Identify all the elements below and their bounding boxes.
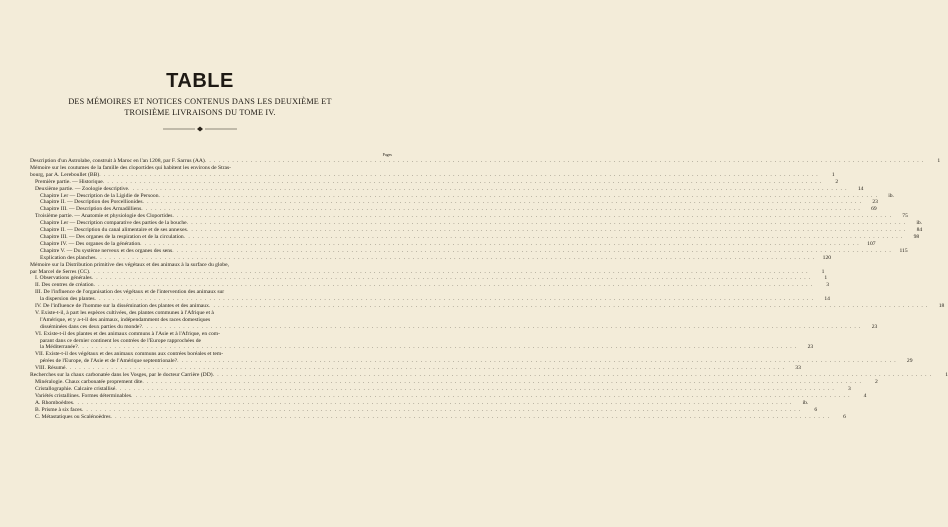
toc-leader-dots [128, 186, 847, 193]
toc-leader-dots [142, 379, 861, 386]
toc-page-number: 2 [874, 379, 878, 385]
toc-page-number: 18 [938, 303, 945, 310]
toc-entry-text: Chapitre V. — Du système nerveux et des organes des sens [40, 247, 173, 254]
toc-page-number: 3 [847, 385, 851, 392]
toc-leader-dots [184, 234, 903, 241]
toc-leader-dots [172, 248, 891, 255]
toc-page-number: 33 [795, 365, 801, 372]
toc-entry [30, 344, 814, 351]
toc-leader-dots [209, 303, 928, 310]
toc-leader-dots [172, 213, 891, 220]
toc-leader-dots [78, 344, 797, 351]
toc-page-number: 107 [867, 240, 876, 247]
toc-entry-text: Chapitre II. — Description des Porcellionides [40, 199, 143, 206]
toc-entry-text: III. De l'influence de l'organisation des végétaux et de l'intervention des animaux sur [35, 289, 225, 296]
toc-leader-dots [143, 199, 862, 206]
toc-entry [30, 289, 394, 296]
toc-entry-text: I. Observations générales [35, 275, 92, 282]
toc-entry-text: Deuxième partie. — Zoologie descriptive [35, 185, 129, 192]
toc-page-number: 4 [863, 392, 867, 399]
toc-entry [30, 351, 394, 358]
toc-leader-dots [142, 324, 861, 331]
ornament-divider [163, 126, 237, 132]
toc-entry-text: la Méditerranée? [40, 344, 78, 351]
toc-entry-text: Minéralogie. Chaux carbonatée proprement dite [35, 379, 143, 385]
toc-entry [30, 178, 839, 186]
toc-leader-dots [159, 193, 878, 200]
toc-entry-text: Variétés cristallines. Formes déterminables [35, 392, 131, 399]
toc-leader-dots [99, 172, 818, 179]
toc-entry-text: VII. Existe-t-il des végétaux et des animaux communs aux contrées boréales et tem- [35, 351, 224, 358]
toc-entry [30, 240, 876, 248]
toc-entry [30, 247, 908, 255]
toc-entry-text: parant dans ce dernier continent les contrées de l'Europe rapprochées de [40, 337, 201, 344]
toc-leader-dots [177, 358, 896, 365]
toc-entry-text: Recherches sur la chaux carbonatée dans les Vosges, par le docteur Carrière (DD) [30, 372, 213, 379]
toc-page-number: 1 [824, 275, 828, 282]
toc-entry [30, 171, 835, 179]
toc-entry-text: Chapitre III. — Description des Armadilliens [40, 206, 142, 213]
toc-entry-text: par Marcel de Serres (CC) [30, 268, 90, 275]
page-subtitle [30, 97, 370, 118]
toc-entry-text: VIII. Résumé [35, 365, 66, 372]
toc-entry [30, 323, 878, 331]
toc-entry [30, 338, 394, 345]
toc-entry-text: Mémoire sur les coutumes de la famille des cloportides qui habitent les environs de Stras- [30, 164, 232, 171]
toc-page-number: 6 [843, 413, 846, 420]
toc-entry-text: la dispersion des plantes [40, 296, 95, 303]
toc-page-number: ib. [888, 192, 894, 199]
table-of-contents [30, 158, 948, 420]
toc-entry [30, 399, 809, 407]
toc-entry-text: bourg, par A. Lereboullet (BB) [30, 171, 100, 178]
toc-entry [30, 385, 851, 393]
toc-entry [30, 392, 867, 400]
toc-page-number: 23 [871, 323, 878, 330]
toc-page-number: 23 [807, 344, 814, 351]
toc-leader-dots [213, 372, 932, 379]
toc-entry-text: Chapitre I.er — Description de la Ligidie de Persoon [40, 192, 159, 199]
toc-entry [30, 165, 394, 172]
toc-entry [30, 358, 913, 365]
toc-leader-dots [73, 400, 792, 407]
toc-entry [30, 199, 878, 206]
toc-entry-text: Première partie. — Historique [35, 178, 103, 185]
toc-page-number: ib. [802, 399, 809, 406]
toc-entry [30, 413, 846, 421]
toc-entry-text: II. Des centres de création [35, 282, 94, 289]
toc-page-number: 1 [945, 372, 948, 379]
toc-page-number: 29 [906, 358, 913, 365]
toc-page-number: 14 [824, 296, 830, 303]
toc-leader-dots [103, 179, 822, 186]
toc-entry-text: B. Prisme à six faces [35, 406, 82, 413]
toc-entry-text: V. Existe-t-il, à part les espèces cultivées, des plantes communes à l'Afrique et à [35, 309, 214, 316]
toc-entry-text: VI. Existe-t-il des plantes et des animaux communs à l'Asie et à l'Afrique, en com- [35, 330, 221, 337]
toc-leader-dots [187, 227, 906, 234]
toc-entry-text: pérées de l'Europe, de l'Asie et de l'Amérique septentrionale? [40, 358, 178, 365]
page-title: TABLE [166, 70, 234, 92]
toc-entry-text: l'Amérique, et y a-t-il des animaux, indépendamment des races domestiques [40, 316, 211, 323]
pages-column-header: Pages [382, 152, 392, 157]
toc-entry [30, 233, 920, 241]
toc-entry [30, 331, 394, 338]
toc-leader-dots [187, 220, 906, 227]
toc-entry [30, 262, 394, 269]
toc-entry-text: A. Rhomboèdres [35, 399, 73, 406]
toc-entry-text: Chapitre III. — Des organes de la respiration et de la circulation [40, 233, 184, 240]
toc-page-number: 69 [871, 206, 877, 213]
toc-entry [30, 296, 830, 303]
toc-page-number: 115 [899, 247, 908, 254]
toc-entry [30, 317, 394, 324]
toc-page-number: 1 [821, 268, 825, 275]
toc-leader-dots [89, 269, 808, 276]
toc-entry-text: Chapitre I.er — Description comparative des parties de la bouche [40, 220, 187, 227]
toc-page-number: ib. [916, 220, 923, 227]
toc-leader-dots [111, 414, 830, 421]
toc-entry-text: Troisième partie. — Anatomie et physiologie des Cloportides [35, 213, 173, 220]
toc-entry [30, 268, 825, 276]
toc-entry-text: Chapitre IV. — Des organes de la génération [40, 240, 141, 247]
toc-page-number: 6 [814, 406, 818, 413]
toc-leader-dots [115, 386, 834, 393]
toc-page-number: 75 [902, 213, 908, 220]
toc-entry [30, 192, 894, 200]
toc-page-number: 3 [826, 282, 829, 289]
toc-entry [30, 303, 945, 310]
toc-leader-dots [140, 241, 859, 248]
toc-page-number: 1 [937, 158, 941, 164]
toc-leader-dots [96, 255, 815, 262]
toc-page-number: 84 [916, 227, 923, 234]
toc-entry-text: Chapitre II. — Description du canal alimentaire et de ses annexes [40, 227, 187, 234]
toc-entry [30, 206, 877, 213]
toc-entry [30, 158, 941, 165]
toc-leader-dots [82, 407, 801, 414]
subtitle-line-1: DES MÉMOIRES ET NOTICES CONTENUS DANS LES DEUXIÈME ET [68, 97, 332, 106]
toc-leader-dots [95, 296, 814, 303]
toc-page-number: 120 [822, 254, 832, 261]
toc-page-number: 1 [831, 171, 835, 178]
toc-entry-text: C. Métastatiques ou Scalénoèdres [35, 413, 111, 420]
toc-entry [30, 406, 818, 414]
toc-entry-text: disséminées dans ces deux parties du monde? [40, 323, 142, 330]
toc-entry [30, 379, 878, 386]
toc-entry-text: Explication des planches [40, 254, 96, 261]
toc-entry-text: Mémoire sur la Distribution primitive des végétaux et des animaux à la surface du globe, [30, 261, 229, 268]
toc-entry [30, 213, 908, 220]
toc-entry [30, 227, 923, 234]
toc-leader-dots [92, 275, 811, 282]
toc-leader-dots [131, 393, 850, 400]
toc-page-number: 2 [835, 178, 839, 185]
toc-entry [30, 310, 394, 317]
toc-entry [30, 220, 923, 227]
toc-leader-dots [205, 158, 924, 165]
toc-entry [30, 372, 948, 379]
toc-entry [30, 185, 864, 193]
subtitle-line-2: TROISIÈME LIVRAISONS DU TOME IV. [124, 107, 276, 117]
toc-entry [30, 254, 832, 262]
toc-entry-text: Description d'un Astrolabe, construit à Maroc en l'an 1208, par F. Sarrus (AA) [30, 158, 205, 164]
toc-leader-dots [141, 206, 860, 213]
toc-page-number: 98 [913, 233, 920, 240]
toc-page-number: 14 [857, 185, 864, 192]
toc-entry [30, 275, 828, 282]
toc-entry-text: IV. De l'influence de l'homme sur la dissémination des plantes et des animaux [35, 303, 209, 310]
toc-entry-text: Cristallographie. Calcaire cristallisé [35, 385, 116, 392]
toc-page-number: 23 [872, 199, 878, 206]
